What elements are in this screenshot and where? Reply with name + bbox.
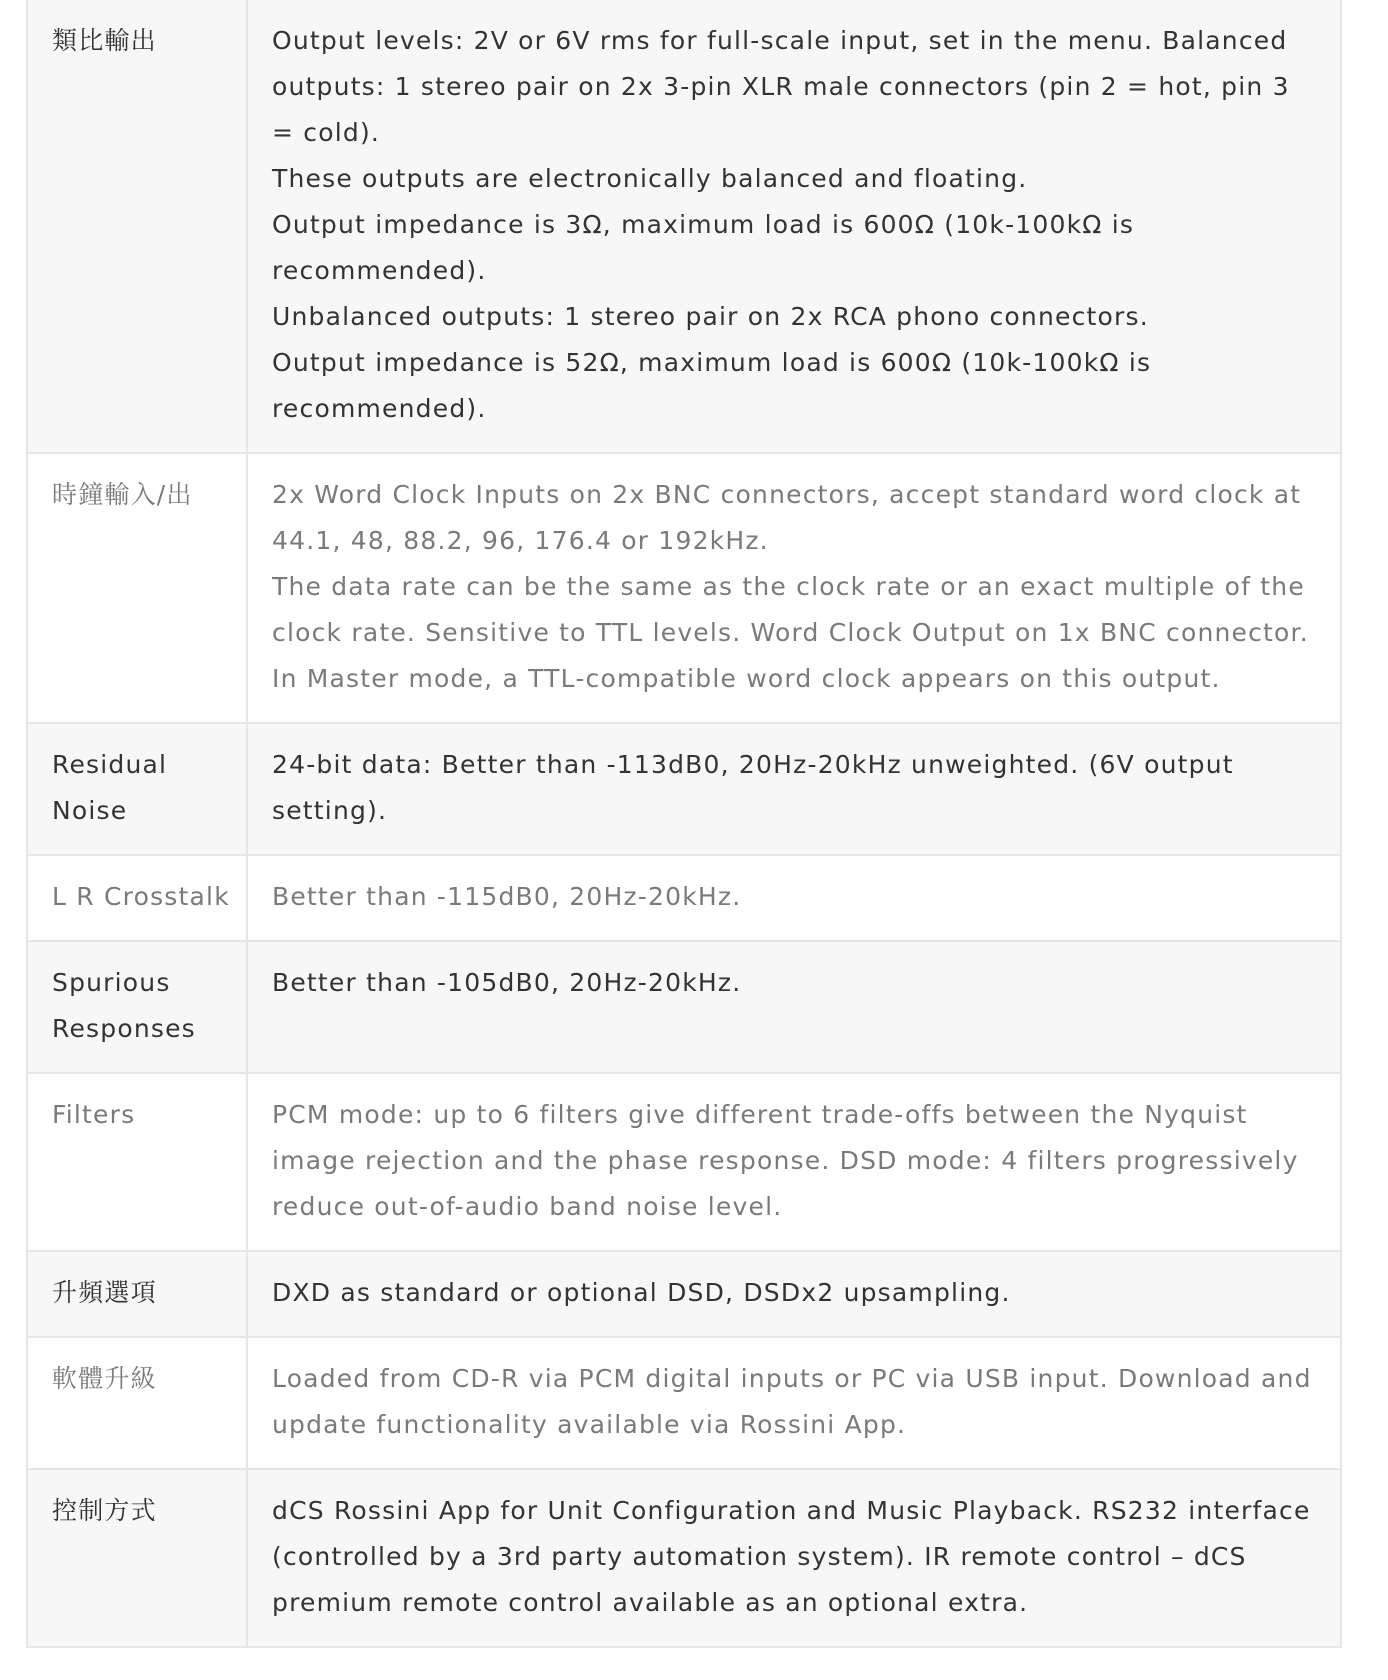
row-label: Spurious Responses: [27, 941, 247, 1073]
row-label: 時鐘輸入/出: [27, 453, 247, 723]
spec-table: [26, 0, 1342, 1648]
value-line: DXD as standard or optional DSD, DSDx2 upsampling.: [272, 1278, 1011, 1307]
value-line: Unbalanced outputs: 1 stereo pair on 2x RCA phono connectors.: [272, 302, 1149, 331]
table-row-filters: [27, 1073, 1341, 1251]
row-value: [247, 1073, 1341, 1251]
value-line: PCM mode: up to 6 filters give different trade-offs between the Nyquist image rejection and the phase response. DSD mode: 4 filters progressively reduce out-of-audio band noise level.: [272, 1100, 1299, 1221]
value-line: dCS Rossini App for Unit Configuration and Music Playback. RS232 interface (controlled by a 3rd party automation system). IR remote control – dCS premium remote control available as an optional extra.: [272, 1496, 1311, 1617]
row-value: [247, 0, 1341, 453]
row-label: Residual Noise: [27, 723, 247, 855]
value-line: Output impedance is 3Ω, maximum load is 600Ω (10k-100kΩ is recommended).: [272, 210, 1135, 285]
table-row-residual-noise: [27, 723, 1341, 855]
row-value: [247, 1337, 1341, 1469]
row-value: [247, 855, 1341, 941]
row-label: 控制方式: [27, 1469, 247, 1647]
value-line: Output levels: 2V or 6V rms for full-scale input, set in the menu. Balanced outputs: 1 stereo pair on 2x 3-pin XLR male connectors (pin 2 = hot, pin 3 = cold).: [272, 26, 1290, 147]
table-row-clock-io: [27, 453, 1341, 723]
table-row-analog-output: [27, 0, 1341, 453]
row-value: [247, 723, 1341, 855]
table-row-control: [27, 1469, 1341, 1647]
table-row-spurious-responses: [27, 941, 1341, 1073]
row-value: [247, 453, 1341, 723]
row-label: L R Crosstalk: [27, 855, 247, 941]
row-value: [247, 941, 1341, 1073]
table-row-lr-crosstalk: [27, 855, 1341, 941]
row-value: [247, 1469, 1341, 1647]
value-line: 24-bit data: Better than -113dB0, 20Hz-20kHz unweighted. (6V output setting).: [272, 750, 1234, 825]
row-label: 升頻選項: [27, 1251, 247, 1337]
value-line: Loaded from CD-R via PCM digital inputs or PC via USB input. Download and update functionality available via Rossini App.: [272, 1364, 1312, 1439]
table-row-software-update: [27, 1337, 1341, 1469]
value-line: Output impedance is 52Ω, maximum load is 600Ω (10k-100kΩ is recommended).: [272, 348, 1152, 423]
row-label: Filters: [27, 1073, 247, 1251]
table-row-upsampling: [27, 1251, 1341, 1337]
value-line: These outputs are electronically balanced and floating.: [272, 164, 1028, 193]
row-label: 軟體升級: [27, 1337, 247, 1469]
value-line: 2x Word Clock Inputs on 2x BNC connectors, accept standard word clock at 44.1, 48, 88.2, 96, 176.4 or 192kHz.: [272, 480, 1302, 555]
row-label: 類比輸出: [27, 0, 247, 453]
value-line: The data rate can be the same as the clock rate or an exact multiple of the clock rate. Sensitive to TTL levels. Word Clock Output on 1x BNC connector. In Master mode, a TTL-compatible word clock appears on this output.: [272, 572, 1309, 693]
value-line: Better than -105dB0, 20Hz-20kHz.: [272, 968, 742, 997]
row-value: [247, 1251, 1341, 1337]
value-line: Better than -115dB0, 20Hz-20kHz.: [272, 882, 742, 911]
